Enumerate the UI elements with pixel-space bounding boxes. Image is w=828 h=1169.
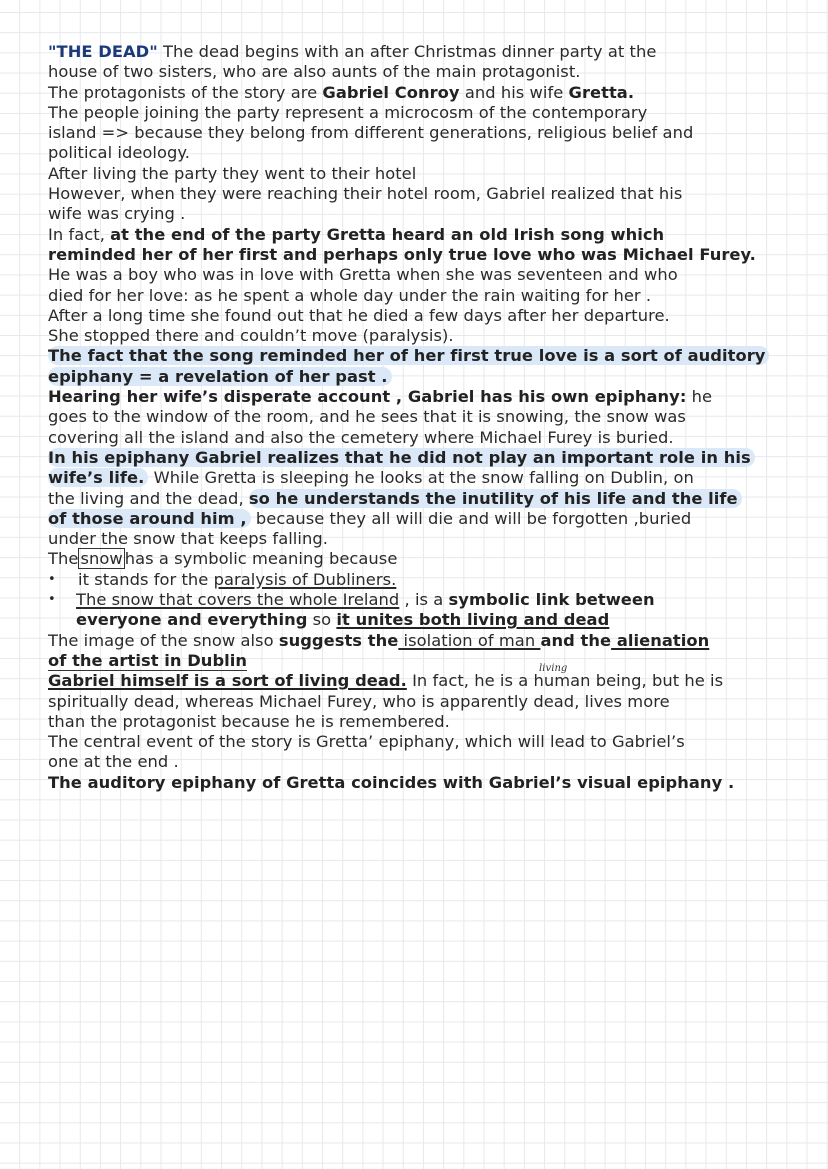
text-line bbox=[48, 663, 788, 691]
text-line: However, when they were reaching their hotel room, Gabriel realized that his bbox=[48, 184, 683, 204]
text-span: and his wife bbox=[459, 82, 569, 102]
text-line: one at the end . bbox=[48, 752, 179, 772]
text-line: house of two sisters, who are also aunts of the main protagonist. bbox=[48, 62, 581, 82]
text-span: it stands for the bbox=[78, 569, 214, 589]
text-span: because they all will die and will be forgotten ,buried bbox=[250, 508, 692, 528]
text-span: In fact, bbox=[48, 224, 111, 244]
text-line: than the protagonist because he is remembered. bbox=[48, 711, 450, 731]
text-span: The dead begins with an after Christmas dinner party at the bbox=[157, 42, 657, 61]
text-line bbox=[48, 225, 788, 245]
underlined-text: The snow that covers the whole Ireland bbox=[76, 590, 400, 610]
highlighted-text: epiphany = a revelation of her past . bbox=[48, 367, 392, 386]
bullet-item bbox=[48, 590, 788, 610]
bold-text: Hearing her wife’s disperate account , Gabriel has his own epiphany: bbox=[48, 387, 687, 407]
underlined-text: Gabriel himself is a sort of living dead. bbox=[48, 671, 407, 691]
text-line: died for her love: as he spent a whole day under the rain waiting for her . bbox=[48, 285, 652, 305]
highlighted-text: wife’s life. bbox=[48, 468, 148, 487]
text-span: the living and the dead, bbox=[48, 488, 249, 508]
underlined-text: isolation of man bbox=[398, 630, 541, 650]
text-line: After a long time she found out that he died a few days after her departure. bbox=[48, 305, 670, 325]
text-line: The central event of the story is Gretta’ epiphany, which will lead to Gabriel’s bbox=[48, 732, 685, 752]
text-span: The bbox=[48, 549, 79, 569]
bold-text: Gabriel Conroy bbox=[322, 82, 460, 102]
bold-text: suggests the bbox=[278, 630, 399, 650]
text-line bbox=[48, 610, 788, 630]
bold-text: Gretta. bbox=[568, 82, 635, 102]
text-line bbox=[48, 448, 788, 468]
text-line bbox=[48, 468, 788, 488]
underlined-text: it unites both living and dead bbox=[336, 610, 610, 630]
highlighted-text: The fact that the song reminded her of her first true love is a sort of auditory bbox=[48, 346, 769, 365]
text-line: island => because they belong from different generations, religious belief and bbox=[48, 123, 694, 143]
text-span: The protagonists of the story are bbox=[48, 82, 323, 102]
text-line: She stopped there and couldn’t move (paralysis). bbox=[48, 326, 454, 346]
text-line: He was a boy who was in love with Gretta when she was seventeen and who bbox=[48, 265, 678, 285]
highlighted-text: so he understands the inutility of his life and the life bbox=[249, 489, 742, 508]
highlighted-text: of those around him , bbox=[48, 509, 251, 528]
text-span: has a symbolic meaning because bbox=[124, 549, 398, 569]
text-line bbox=[48, 42, 788, 62]
bold-text: everyone and everything bbox=[76, 610, 308, 630]
text-span: The image of the snow also bbox=[48, 630, 279, 650]
bold-text: symbolic link between bbox=[448, 590, 655, 610]
handwritten-insertion-note: living bbox=[539, 663, 568, 675]
bold-text: and the bbox=[540, 630, 612, 650]
boxed-word: snow bbox=[80, 549, 123, 569]
text-line: goes to the window of the room, and he sees that it is snowing, the snow was bbox=[48, 407, 686, 427]
text-line bbox=[48, 651, 788, 671]
text-line: The people joining the party represent a microcosm of the contemporary bbox=[48, 102, 648, 122]
text-line: After living the party they went to their hotel bbox=[48, 163, 417, 183]
text-line bbox=[48, 83, 788, 103]
text-line bbox=[48, 631, 788, 651]
underlined-text: of the artist in Dublin bbox=[48, 650, 248, 670]
bullet-item bbox=[48, 570, 788, 590]
text-line: The auditory epiphany of Gretta coincides with Gabriel’s visual epiphany . bbox=[48, 772, 735, 792]
text-line: reminded her of her first and perhaps only true love who was Michael Furey. bbox=[48, 244, 756, 264]
text-line: covering all the island and also the cemetery where Michael Furey is buried. bbox=[48, 427, 674, 447]
bold-text: at the end of the party Gretta heard an old Irish song which bbox=[110, 224, 665, 244]
story-title: "THE DEAD" bbox=[48, 42, 158, 61]
underlined-text: paralysis of Dubliners. bbox=[213, 569, 397, 589]
highlighted-text: In his epiphany Gabriel realizes that he did not play an important role in his bbox=[48, 448, 755, 467]
text-line bbox=[48, 549, 788, 569]
text-span: In fact, he is a human being, but he is bbox=[406, 671, 724, 691]
text-line: political ideology. bbox=[48, 143, 190, 163]
text-line bbox=[48, 387, 788, 407]
notes-page bbox=[48, 42, 788, 793]
text-span: While Gretta is sleeping he looks at the snow falling on Dublin, on bbox=[148, 468, 694, 488]
text-line: wife was crying . bbox=[48, 204, 186, 224]
underlined-text: alienation bbox=[611, 630, 710, 650]
text-line bbox=[48, 367, 788, 387]
text-line: under the snow that keeps falling. bbox=[48, 529, 328, 549]
text-line: spiritually dead, whereas Michael Furey, who is apparently dead, lives more bbox=[48, 691, 670, 711]
text-line bbox=[48, 509, 788, 529]
text-span: , is a bbox=[399, 590, 449, 610]
text-span: so bbox=[307, 610, 337, 630]
text-line bbox=[48, 489, 788, 509]
text-span: he bbox=[686, 387, 713, 407]
text-line bbox=[48, 346, 788, 366]
